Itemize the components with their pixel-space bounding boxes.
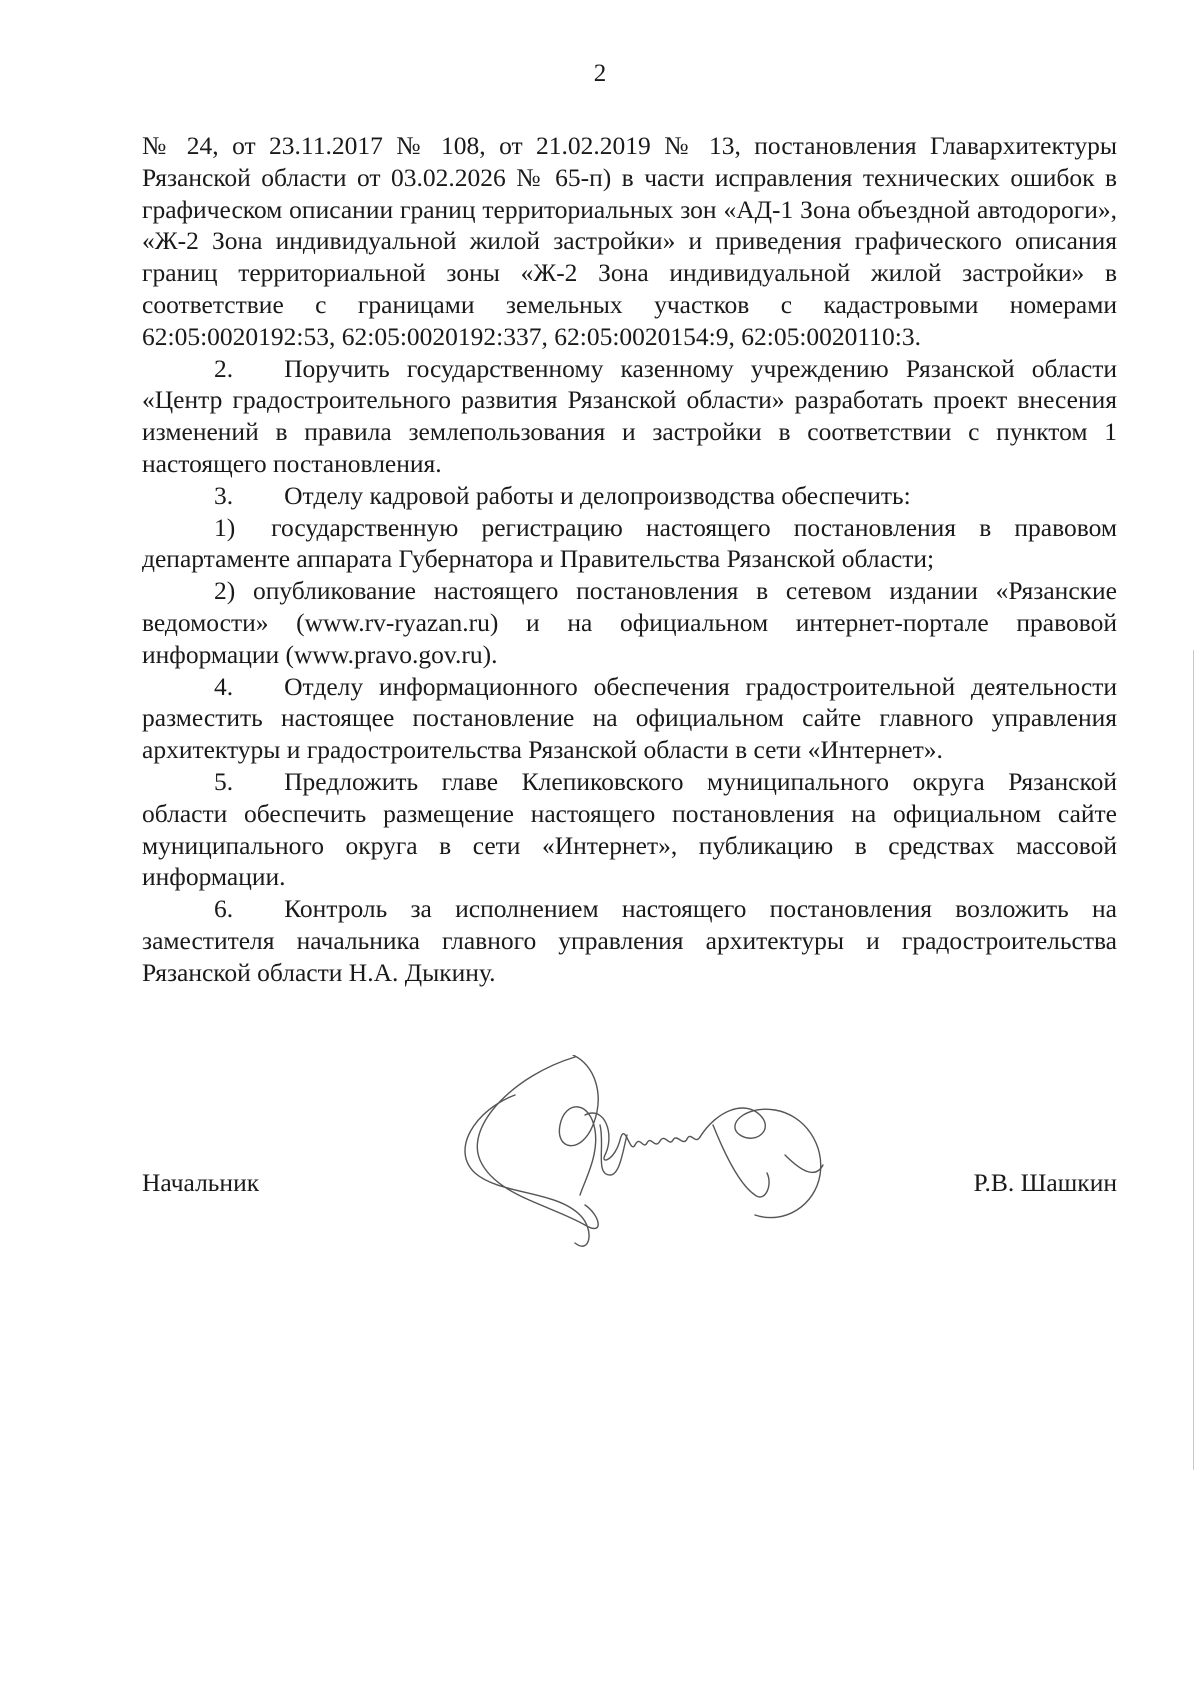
signatory-name: Р.В. Шашкин: [973, 1168, 1117, 1197]
paragraph-item-3: 3. Отделу кадровой работы и делопроизводства обеспечить:: [214, 480, 911, 510]
paragraph-subitem-3-2: 2) опубликование настоящего постановления в сетевом издании «Рязанские ведомости» (www.rv-ryazan.ru) и на официальном интернет-портале правовой информации (www.pravo.gov.ru).: [142, 576, 1117, 669]
paragraph-item-5: 5. Предложить главе Клепиковского муниципального округа Рязанской области обеспечить размещение настоящего постановления на официальном сайте муниципального округа в сети «Интернет», публикацию в средствах массовой информации.: [142, 766, 1117, 892]
paragraph-item-6: 6. Контроль за исполнением настоящего постановления возложить на заместителя начальника главного управления архитектуры и градостроительства Рязанской области Н.А. Дыкину.: [142, 894, 1117, 987]
scan-edge-line: [1193, 650, 1194, 1470]
signatory-title: Начальник: [142, 1168, 260, 1197]
paragraph-continuation: № 24, от 23.11.2017 № 108, от 21.02.2019 № 13, постановления Главархитектуры Рязанской области от 03.02.2026 № 65-п) в части исправления технических ошибок в графическом описании границ территориальных зон «АД-1 Зона объездной автодороги», «Ж-2 Зона индивидуальной жилой застройки» и приведения графического описания границ территориальной зоны «Ж-2 Зона индивидуальной жилой застройки» в соответствие с границами земельных участков с кадастровыми номерами 62:05:0020192:53, 62:05:0020192:337, 62:05:0020154:9, 62:05:0020110:3.: [142, 131, 1117, 351]
signature-block: [142, 1168, 1117, 1208]
paragraph-item-4: 4. Отделу информационного обеспечения градостроительной деятельности разместить настоящее постановление на официальном сайте главного управления архитектуры и градостроительства Рязанской области в сети «Интернет».: [142, 671, 1117, 765]
paragraph-item-2: 2. Поручить государственному казенному учреждению Рязанской области «Центр градостроительного развития Рязанской области» разработать проект внесения изменений в правила землепользования и застройки в соответствии с пунктом 1 настоящего постановления.: [142, 353, 1117, 478]
paragraph-subitem-3-1: 1) государственную регистрацию настоящего постановления в правовом департаменте аппарата Губернатора и Правительства Рязанской области;: [142, 512, 1117, 574]
document-body: [142, 130, 1117, 989]
page-number: 2: [593, 60, 607, 87]
